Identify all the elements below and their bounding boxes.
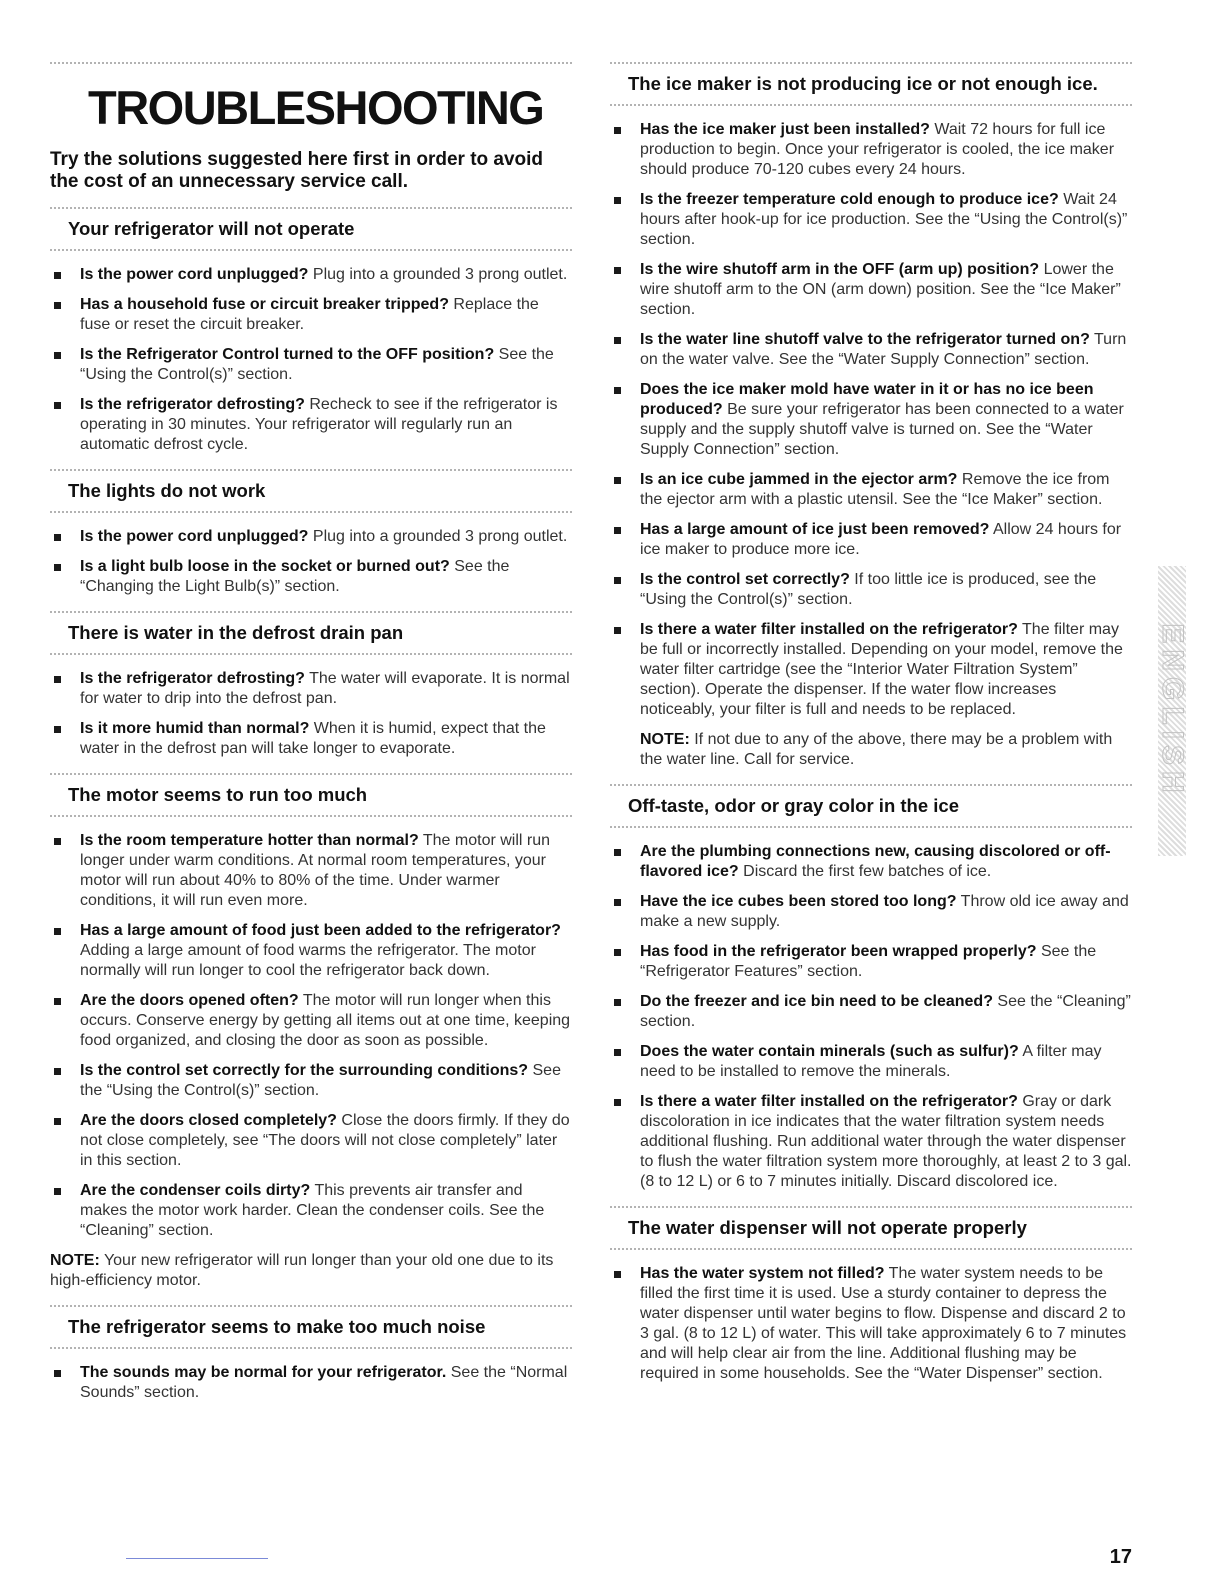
section-rule <box>50 469 572 471</box>
list-item <box>610 120 1132 180</box>
item-answer: Recheck to see if the refrigerator is operating in 30 minutes. Your refrigerator will regularly run an automatic defrost cycle. <box>80 396 558 453</box>
bullet-icon <box>54 272 61 279</box>
bullet-icon <box>614 387 621 394</box>
item-answer: Turn on the water valve. See the “Water Supply Connection” section. <box>640 331 1127 368</box>
list-item <box>50 345 572 385</box>
section-rule <box>50 773 572 775</box>
bullet-icon <box>614 899 621 906</box>
bullet-icon <box>614 1271 621 1278</box>
item-answer: Plug into a grounded 3 prong outlet. <box>308 528 568 545</box>
item-question: Is the control set correctly? <box>640 571 850 588</box>
bullet-icon <box>54 998 61 1005</box>
item-answer: The water will evaporate. It is normal for water to drip into the defrost pan. <box>80 670 570 707</box>
item-question: Has a large amount of food just been added to the refrigerator? <box>80 922 561 939</box>
section-rule <box>50 611 572 613</box>
bullet-icon <box>54 838 61 845</box>
list-item <box>610 190 1132 250</box>
item-question: Is the power cord unplugged? <box>80 528 309 545</box>
section-ice-maker <box>610 62 1132 770</box>
section-defrost-pan <box>50 611 572 759</box>
item-question: Is an ice cube jammed in the ejector arm? <box>640 471 958 488</box>
list-item <box>610 842 1132 882</box>
item-question: Is there a water filter installed on the refrigerator? <box>640 621 1018 638</box>
section-heading: There is water in the defrost drain pan <box>68 622 404 643</box>
item-answer: Lower the wire shutoff arm to the ON (arm down) position. See the “Ice Maker” section. <box>640 261 1121 318</box>
section-rule <box>50 207 572 209</box>
item-answer: Close the doors firmly. If they do not close completely, see “The doors will not close completely” later in this section. <box>80 1112 570 1169</box>
list-item <box>50 557 572 597</box>
item-answer: This prevents air transfer and makes the motor work harder. Clean the condenser coils. See the “Cleaning” section. <box>80 1182 545 1239</box>
item-answer: The filter may be full or incorrectly installed. Depending on your model, remove the water filter cartridge (see the “Interior Water Filtration System” section). Operate the dispenser. If the water flow increases noticeably, your filter is full and needs to be replaced. <box>640 621 1123 718</box>
list-item <box>50 1061 572 1101</box>
item-question: Is the water line shutoff valve to the refrigerator turned on? <box>640 331 1090 348</box>
list-item <box>610 892 1132 932</box>
bullet-icon <box>54 302 61 309</box>
item-answer: See the “Using the Control(s)” section. <box>80 1062 561 1099</box>
bullet-icon <box>54 1118 61 1125</box>
bullet-icon <box>614 627 621 634</box>
bullet-icon <box>614 999 621 1006</box>
item-answer: See the “Changing the Light Bulb(s)” section. <box>80 558 510 595</box>
top-rule <box>50 62 572 64</box>
right-column <box>610 0 1132 1394</box>
item-answer: Throw old ice away and make a new supply. <box>640 893 1129 930</box>
section-will-not-operate <box>50 207 572 455</box>
bullet-icon <box>614 477 621 484</box>
item-question: Does the ice maker mold have water in it or has no ice been produced? <box>640 381 1094 418</box>
item-question: Is the refrigerator defrosting? <box>80 670 305 687</box>
item-question: Is the control set correctly for the surrounding conditions? <box>80 1062 529 1079</box>
list-item <box>50 1363 572 1403</box>
intro-text: Try the solutions suggested here first in order to avoid the cost of an unnecessary service call. <box>50 149 544 192</box>
bullet-icon <box>54 402 61 409</box>
list-item <box>50 719 572 759</box>
item-answer: Discard the first few batches of ice. <box>738 863 992 880</box>
bullet-icon <box>54 1068 61 1075</box>
section-noise <box>50 1305 572 1403</box>
item-question: Is a light bulb loose in the socket or burned out? <box>80 558 450 575</box>
item-answer: Remove the ice from the ejector arm with a plastic utensil. See the “Ice Maker” section. <box>640 471 1110 508</box>
item-question: Has the water system not filled? <box>640 1265 885 1282</box>
item-answer: Wait 72 hours for full ice production to begin. Once your refrigerator is cooled, the ice maker should produce 70-120 cubes every 24 hours. <box>640 121 1115 178</box>
list-item <box>610 330 1132 370</box>
section-heading: The water dispenser will not operate properly <box>628 1217 1027 1238</box>
item-answer: The motor will run longer under warm conditions. At normal room temperatures, your motor will run about 40% to 80% of the time. Under warmer conditions, it will run even more. <box>80 832 551 909</box>
section-heading: The lights do not work <box>68 480 266 501</box>
list-item <box>610 1092 1132 1192</box>
bullet-icon <box>614 1049 621 1056</box>
bullet-icon <box>54 1370 61 1377</box>
list-item <box>610 992 1132 1032</box>
bullet-icon <box>54 1188 61 1195</box>
item-question: Is it more humid than normal? <box>80 720 310 737</box>
item-question: Is there a water filter installed on the refrigerator? <box>640 1093 1018 1110</box>
item-answer: Allow 24 hours for ice maker to produce more ice. <box>640 521 1122 558</box>
item-question: Is the Refrigerator Control turned to the OFF position? <box>80 346 495 363</box>
item-answer: The motor will run longer when this occurs. Conserve energy by getting all items out at one time, keeping food organized, and closing the door as soon as possible. <box>80 992 571 1049</box>
item-answer: See the “Refrigerator Features” section. <box>640 943 1097 980</box>
bullet-icon <box>614 527 621 534</box>
list-item <box>610 470 1132 510</box>
list-item <box>50 669 572 709</box>
note-body: Your new refrigerator will run longer than your old one due to its high-efficiency motor. <box>50 1252 554 1289</box>
item-answer: Wait 24 hours after hook-up for ice production. See the “Using the Control(s)” section. <box>640 191 1128 248</box>
bullet-icon <box>614 949 621 956</box>
item-question: Have the ice cubes been stored too long? <box>640 893 957 910</box>
bullet-icon <box>614 337 621 344</box>
item-answer: When it is humid, expect that the water in the defrost pan will take longer to evaporate. <box>80 720 546 757</box>
left-column <box>50 0 572 1413</box>
item-answer: Gray or dark discoloration in ice indicates that the water filtration system needs additional flushing. Run additional water through the water dispenser to flush the water filtration system more thoroughly, at least 2 to 3 gal. (8 to 12 L) or 6 to 7 minutes initially. Discard discolored ice. <box>640 1093 1132 1190</box>
list-item <box>50 831 572 911</box>
section-rule <box>50 815 572 817</box>
note-text <box>50 1251 572 1291</box>
bullet-icon <box>54 726 61 733</box>
list-item <box>50 921 572 981</box>
list-item <box>610 570 1132 610</box>
section-rule <box>610 1206 1132 1208</box>
section-rule <box>50 511 572 513</box>
bullet-icon <box>54 534 61 541</box>
section-rule <box>50 249 572 251</box>
section-heading: The ice maker is not producing ice or not enough ice. <box>628 73 1098 94</box>
item-question: Is the refrigerator defrosting? <box>80 396 305 413</box>
note-label: NOTE: <box>50 1252 100 1269</box>
section-heading: The refrigerator seems to make too much noise <box>68 1316 486 1337</box>
section-rule <box>610 62 1132 64</box>
section-rule <box>610 1248 1132 1250</box>
item-question: Is the power cord unplugged? <box>80 266 309 283</box>
section-heading: Off-taste, odor or gray color in the ice <box>628 795 959 816</box>
bullet-icon <box>54 564 61 571</box>
item-question: Has a large amount of ice just been removed? <box>640 521 990 538</box>
list-item <box>610 260 1132 320</box>
section-rule <box>610 104 1132 106</box>
item-question: Has a household fuse or circuit breaker tripped? <box>80 296 449 313</box>
item-answer: See the “Normal Sounds” section. <box>80 1364 568 1401</box>
item-question: Has food in the refrigerator been wrapped properly? <box>640 943 1037 960</box>
list-item <box>50 295 572 335</box>
bullet-icon <box>614 267 621 274</box>
list-item <box>610 1042 1132 1082</box>
note-label: NOTE: <box>640 731 690 748</box>
bullet-icon <box>614 1099 621 1106</box>
note-body: If not due to any of the above, there may be a problem with the water line. Call for service. <box>640 731 1113 768</box>
item-question: Is the room temperature hotter than normal? <box>80 832 419 849</box>
section-rule <box>610 784 1132 786</box>
page-number: 17 <box>1109 1546 1132 1568</box>
item-answer: The water system needs to be filled the first time it is used. Use a sturdy container to depress the water dispenser until water begins to flow. Dispense and discard 2 to 3 gal. (8 to 12 L) of water. This will take approximately 6 to 7 minutes and will help clear air from the line. Additional flushing may be required in some households. See the “Water Dispenser” section. <box>640 1265 1127 1382</box>
page-title: TROUBLESHOOTING <box>88 81 544 134</box>
list-item <box>610 1264 1132 1384</box>
item-question: Are the doors opened often? <box>80 992 299 1009</box>
item-question: Do the freezer and ice bin need to be cleaned? <box>640 993 993 1010</box>
item-answer: Adding a large amount of food warms the refrigerator. The motor normally will run longer to cool the refrigerator back down. <box>80 942 536 979</box>
bullet-icon <box>614 127 621 134</box>
item-answer: See the “Cleaning” section. <box>640 993 1131 1030</box>
section-rule <box>50 653 572 655</box>
item-question: Is the wire shutoff arm in the OFF (arm up) position? <box>640 261 1040 278</box>
section-heading: The motor seems to run too much <box>68 784 368 805</box>
item-answer: Replace the fuse or reset the circuit breaker. <box>80 296 539 333</box>
side-tab-label: ENGLISH <box>1156 623 1189 799</box>
list-item <box>50 1111 572 1171</box>
section-lights <box>50 469 572 597</box>
item-answer: See the “Using the Control(s)” section. <box>80 346 554 383</box>
bullet-icon <box>54 352 61 359</box>
list-item <box>610 620 1132 720</box>
bullet-icon <box>54 676 61 683</box>
list-item <box>50 1181 572 1241</box>
footer-rule <box>126 1558 268 1559</box>
item-question: Are the plumbing connections new, causing discolored or off-flavored ice? <box>640 843 1111 880</box>
section-off-taste <box>610 784 1132 1192</box>
item-answer: Be sure your refrigerator has been connected to a water supply and the supply shutoff valve is turned on. See the “Water Supply Connection” section. <box>640 401 1124 458</box>
bullet-icon <box>614 577 621 584</box>
section-water-dispenser <box>610 1206 1132 1384</box>
list-item <box>610 942 1132 982</box>
list-item <box>50 527 572 547</box>
item-question: Are the doors closed completely? <box>80 1112 337 1129</box>
item-answer: If too little ice is produced, see the “Using the Control(s)” section. <box>640 571 1097 608</box>
language-side-tab <box>1156 566 1189 856</box>
item-question: Are the condenser coils dirty? <box>80 1182 311 1199</box>
bullet-icon <box>54 928 61 935</box>
list-item <box>50 991 572 1051</box>
section-rule <box>610 826 1132 828</box>
item-question: Does the water contain minerals (such as sulfur)? <box>640 1043 1019 1060</box>
list-item <box>610 380 1132 460</box>
section-rule <box>50 1305 572 1307</box>
bullet-icon <box>614 197 621 204</box>
section-rule <box>50 1347 572 1349</box>
list-item <box>50 265 572 285</box>
bullet-icon <box>614 849 621 856</box>
section-heading: Your refrigerator will not operate <box>68 218 355 239</box>
item-answer: A filter may need to be installed to remove the minerals. <box>640 1043 1102 1080</box>
list-item <box>50 395 572 455</box>
list-item <box>610 520 1132 560</box>
item-question: Is the freezer temperature cold enough to produce ice? <box>640 191 1059 208</box>
note-text <box>640 730 1132 770</box>
item-answer: Plug into a grounded 3 prong outlet. <box>308 266 568 283</box>
item-question: Has the ice maker just been installed? <box>640 121 930 138</box>
section-motor <box>50 773 572 1291</box>
item-question: The sounds may be normal for your refrigerator. <box>80 1364 447 1381</box>
